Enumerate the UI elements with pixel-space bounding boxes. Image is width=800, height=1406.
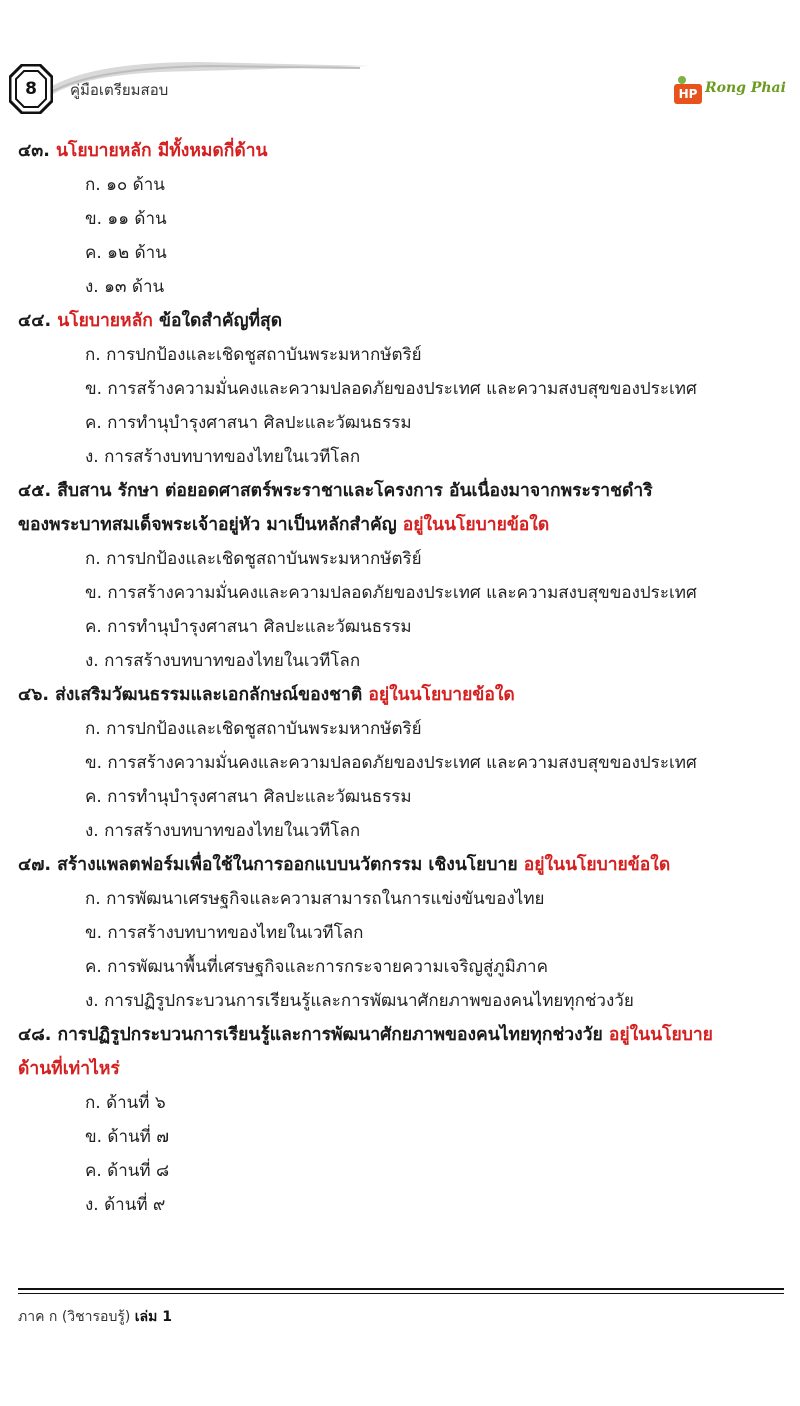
question-48-continued	[18, 1052, 788, 1086]
question-text: การปฏิรูปกระบวนการเรียนรู้และการพัฒนาศักยภาพของคนไทยทุกช่วงวัย	[57, 1025, 609, 1045]
question-number: ๔๘.	[18, 1025, 52, 1045]
book-title: คู่มือเตรียมสอบ	[70, 81, 169, 99]
option-44-c: ค. การทำนุบำรุงศาสนา ศิลปะและวัฒนธรรม	[85, 413, 412, 433]
question-number: ๔๔.	[18, 311, 52, 331]
question-43	[18, 134, 788, 168]
option-43-a: ก. ๑๐ ด้าน	[85, 175, 165, 195]
option-45-a: ก. การปกป้องและเชิดชูสถาบันพระมหากษัตริย์	[85, 549, 422, 569]
option-43-b: ข. ๑๑ ด้าน	[85, 209, 167, 229]
question-46	[18, 678, 788, 712]
option-43-d: ง. ๑๓ ด้าน	[85, 277, 165, 297]
question-text-red: อยู่ในนโยบายข้อใด	[368, 685, 515, 705]
option-47-d: ง. การปฏิรูปกระบวนการเรียนรู้และการพัฒนาศักยภาพของคนไทยทุกช่วงวัย	[85, 991, 634, 1011]
option-46-b: ข. การสร้างความมั่นคงและความปลอดภัยของประเทศ และความสงบสุขของประเทศ	[85, 753, 697, 773]
question-text: สร้างแพลตฟอร์มเพื่อใช้ในการออกแบบนวัตกรรม เชิงนโยบาย	[57, 855, 524, 875]
question-text-red: อยู่ในนโยบายข้อใด	[523, 855, 671, 875]
page-header	[0, 0, 800, 125]
option-48-c: ค. ด้านที่ ๘	[85, 1161, 170, 1181]
question-44	[18, 304, 788, 338]
option-43-c: ค. ๑๒ ด้าน	[85, 243, 167, 263]
footer-divider	[18, 1288, 784, 1290]
question-47	[18, 848, 788, 882]
option-47-a: ก. การพัฒนาเศรษฐกิจและความสามารถในการแข่งขันของไทย	[85, 889, 545, 909]
page-number: 8	[25, 79, 37, 99]
question-text-red: อยู่ในนโยบาย	[608, 1025, 713, 1045]
option-45-d: ง. การสร้างบทบาทของไทยในเวทีโลก	[85, 651, 361, 671]
publisher-logo	[674, 80, 786, 108]
logo-name: Rong Phai	[705, 80, 786, 96]
option-45-b: ข. การสร้างความมั่นคงและความปลอดภัยของประเทศ และความสงบสุขของประเทศ	[85, 583, 697, 603]
question-45	[18, 474, 788, 508]
question-text-red: อยู่ในนโยบายข้อใด	[402, 515, 550, 535]
option-48-a: ก. ด้านที่ ๖	[85, 1093, 166, 1113]
question-number: ๔๕.	[18, 481, 52, 501]
option-47-b: ข. การสร้างบทบาทของไทยในเวทีโลก	[85, 923, 364, 943]
option-47-c: ค. การพัฒนาพื้นที่เศรษฐกิจและการกระจายความเจริญสู่ภูมิภาค	[85, 957, 548, 977]
footer-volume: เล่ม 1	[134, 1309, 172, 1325]
page-number-badge	[9, 64, 53, 114]
option-46-c: ค. การทำนุบำรุงศาสนา ศิลปะและวัฒนธรรม	[85, 787, 412, 807]
option-46-d: ง. การสร้างบทบาทของไทยในเวทีโลก	[85, 821, 361, 841]
question-45-continued	[18, 508, 788, 542]
option-45-c: ค. การทำนุบำรุงศาสนา ศิลปะและวัฒนธรรม	[85, 617, 412, 637]
option-46-a: ก. การปกป้องและเชิดชูสถาบันพระมหากษัตริย์	[85, 719, 422, 739]
footer-divider-thin	[18, 1293, 784, 1294]
question-number: ๔๖.	[18, 685, 50, 705]
question-number: ๔๓.	[18, 141, 50, 161]
question-text-line2: ของพระบาทสมเด็จพระเจ้าอยู่หัว มาเป็นหลักสำคัญ	[18, 515, 403, 535]
question-48	[18, 1018, 788, 1052]
logo-mark-icon: HP	[674, 84, 702, 104]
footer-section: ภาค ก (วิชารอบรู้)	[18, 1309, 135, 1325]
question-number: ๔๗.	[18, 855, 52, 875]
question-text-red: นโยบายหลัก	[57, 311, 153, 331]
footer-text	[18, 1306, 172, 1328]
question-text-line1: สืบสาน รักษา ต่อยอดศาสตร์พระราชาและโครงการ อันเนื่องมาจากพระราชดำริ	[57, 481, 653, 501]
question-text-red-line2: ด้านที่เท่าไหร่	[18, 1059, 120, 1079]
question-text: นโยบายหลัก มีทั้งหมดกี่ด้าน	[55, 141, 268, 161]
option-44-d: ง. การสร้างบทบาทของไทยในเวทีโลก	[85, 447, 361, 467]
option-44-b: ข. การสร้างความมั่นคงและความปลอดภัยของประเทศ และความสงบสุขของประเทศ	[85, 379, 697, 399]
question-text: ส่งเสริมวัฒนธรรมและเอกลักษณ์ของชาติ	[55, 685, 369, 705]
question-text: ข้อใดสำคัญที่สุด	[152, 311, 283, 331]
option-48-b: ข. ด้านที่ ๗	[85, 1127, 170, 1147]
option-44-a: ก. การปกป้องและเชิดชูสถาบันพระมหากษัตริย์	[85, 345, 422, 365]
option-48-d: ง. ด้านที่ ๙	[85, 1195, 166, 1215]
